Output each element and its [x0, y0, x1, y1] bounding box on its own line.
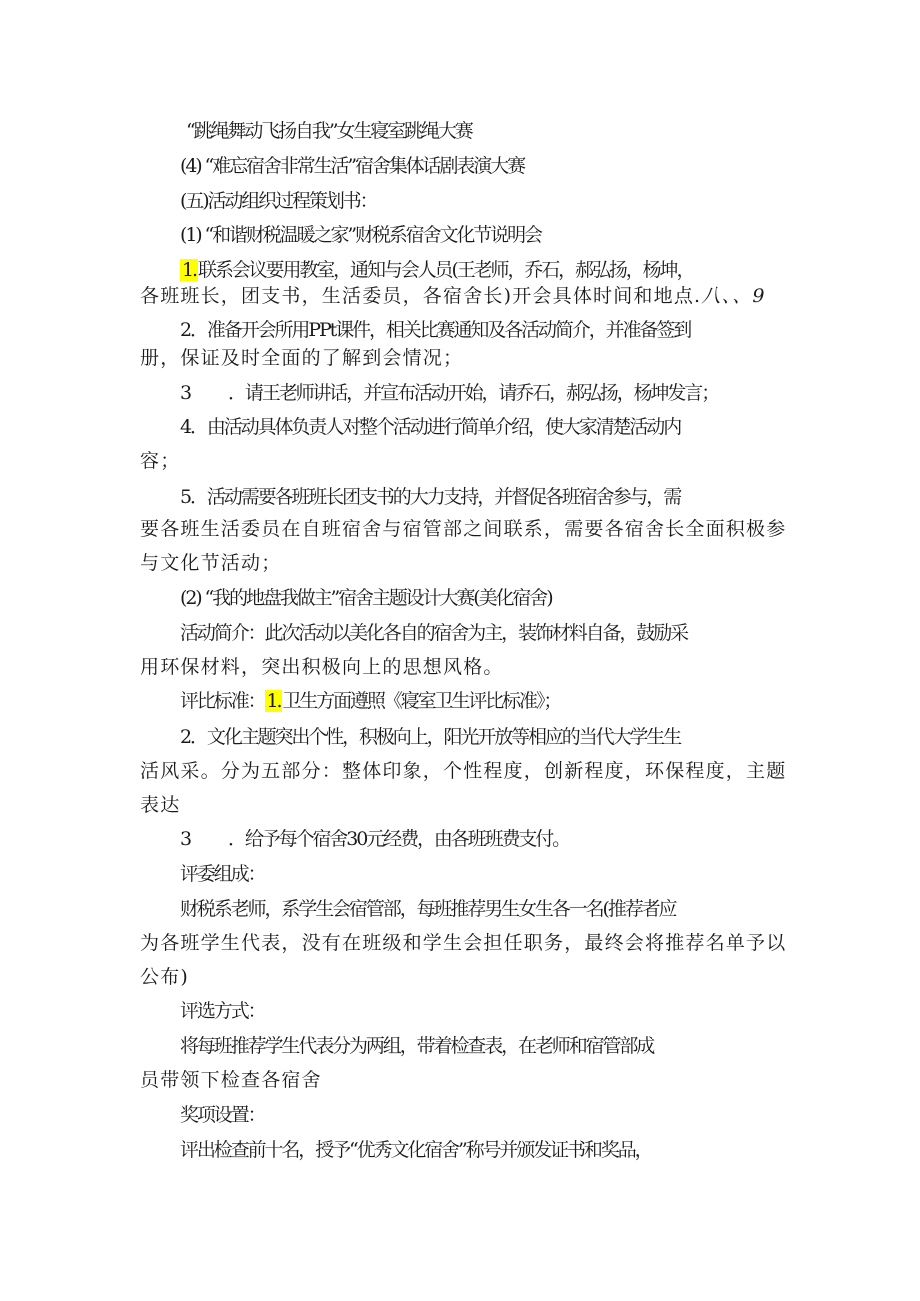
text-line: [140, 654, 788, 680]
text-line: [180, 414, 828, 440]
line-text: 与文化节活动；: [140, 552, 282, 574]
line-text: 评委组成：: [180, 863, 265, 885]
text-line: [180, 188, 828, 214]
text-line: [140, 516, 788, 542]
line-text: (4) “难忘宿舍非常生活”宿舍集体话剧表演大赛: [180, 155, 524, 177]
text-line: [140, 930, 788, 956]
line-tail-text: 八、、9: [701, 285, 766, 307]
line-text: (五)活动组织过程策划书：: [180, 190, 377, 212]
line-text: 5．活动需要各班班长团支书的大力支持，并督促各班宿舍参与，需: [180, 486, 681, 508]
text-line: [140, 283, 788, 309]
line-text: 联系会议要用教室，通知与会人员(王老师，乔石，郝弘扬，杨坤，: [197, 259, 694, 281]
text-line: [180, 688, 828, 714]
line-text: 各班班长，团支书，生活委员，各宿舍长)开会具体时间和地点.: [140, 285, 702, 307]
line-text: (1) “和谐财税温暖之家”财税系宿舍文化节说明会: [180, 224, 541, 246]
line-text: ．请王老师讲话，并宣布活动开始，请乔石，郝弘扬，杨坤发言；: [228, 382, 719, 404]
line-text: “跳绳舞动飞扬自我”女生寝室跳绳大赛: [186, 120, 472, 142]
line-text: 容；: [140, 450, 181, 472]
line-text: 表达: [140, 794, 181, 816]
text-line: [180, 724, 828, 750]
line-text: 2．准备开会所用PPt课件，相关比赛通知及各活动简介，并准备签到: [180, 319, 691, 341]
text-line: [140, 758, 788, 784]
text-line: [180, 861, 828, 887]
text-line: [140, 1067, 788, 1093]
line-text: 2．文化主题突出个性，积极向上，阳光开放等相应的当代大学生生: [180, 726, 681, 748]
list-number: 3: [180, 382, 190, 404]
text-line: [140, 550, 788, 576]
line-text: 评比标准：: [180, 690, 265, 712]
text-line: [180, 585, 828, 611]
text-line: [180, 222, 828, 248]
line-text: 评选方式：: [180, 1000, 265, 1022]
text-line: [180, 1102, 828, 1128]
line-text: 为各班学生代表，没有在班级和学生会担任职务，最终会将推荐名单予以: [140, 932, 787, 954]
text-line: [140, 964, 788, 990]
line-text: 将每班推荐学生代表分为两组，带着检查表，在老师和宿管部成: [180, 1035, 654, 1057]
text-line: [180, 257, 828, 283]
list-number: 3: [180, 828, 190, 850]
line-text: 财税系老师，系学生会宿管部，每班推荐男生女生各一名(推荐者应: [180, 898, 676, 920]
text-line: [180, 317, 828, 343]
text-line: [140, 448, 788, 474]
text-line: [180, 484, 828, 510]
line-text: 活风采。分为五部分：整体印象，个性程度，创新程度，环保程度，主题: [140, 760, 787, 782]
line-text: 公布): [140, 966, 190, 988]
line-text: 卫生方面遵照《寝室卫生评比标准》；: [282, 690, 561, 712]
line-text: ．给予每个宿舍30元经费，由各班班费支付。: [228, 828, 570, 850]
text-line: [180, 896, 828, 922]
text-line: [140, 345, 788, 371]
text-line: [180, 1033, 828, 1059]
text-line: [180, 380, 828, 406]
text-line: [186, 118, 834, 144]
line-text: 4．由活动具体负责人对整个活动进行简单介绍，使大家清楚活动内: [180, 416, 681, 438]
text-line: [180, 998, 828, 1024]
line-text: (2) “我的地盘我做主”宿舍主题设计大赛(美化宿舍): [180, 587, 552, 609]
text-line: [180, 153, 828, 179]
text-line: [180, 826, 828, 852]
highlighted-number: 1.: [182, 259, 196, 281]
line-text: 活动简介：此次活动以美化各自的宿舍为主，装饰材料自备，鼓励采: [180, 622, 688, 644]
text-line: [180, 1137, 828, 1163]
highlighted-number: 1.: [266, 690, 281, 712]
line-text: 评出检查前十名，授予“优秀文化宿舍”称号并颁发证书和奖品，: [180, 1139, 652, 1161]
line-text: 册，保证及时全面的了解到会情况；: [140, 347, 464, 369]
text-line: [140, 792, 788, 818]
line-text: 用环保材料，突出积极向上的思想风格。: [140, 656, 504, 678]
line-text: 员带领下检查各宿舍: [140, 1069, 322, 1091]
line-text: 奖项设置：: [180, 1104, 265, 1126]
line-text: 要各班生活委员在自班宿舍与宿管部之间联系，需要各宿舍长全面积极参: [140, 518, 787, 540]
text-line: [180, 620, 828, 646]
